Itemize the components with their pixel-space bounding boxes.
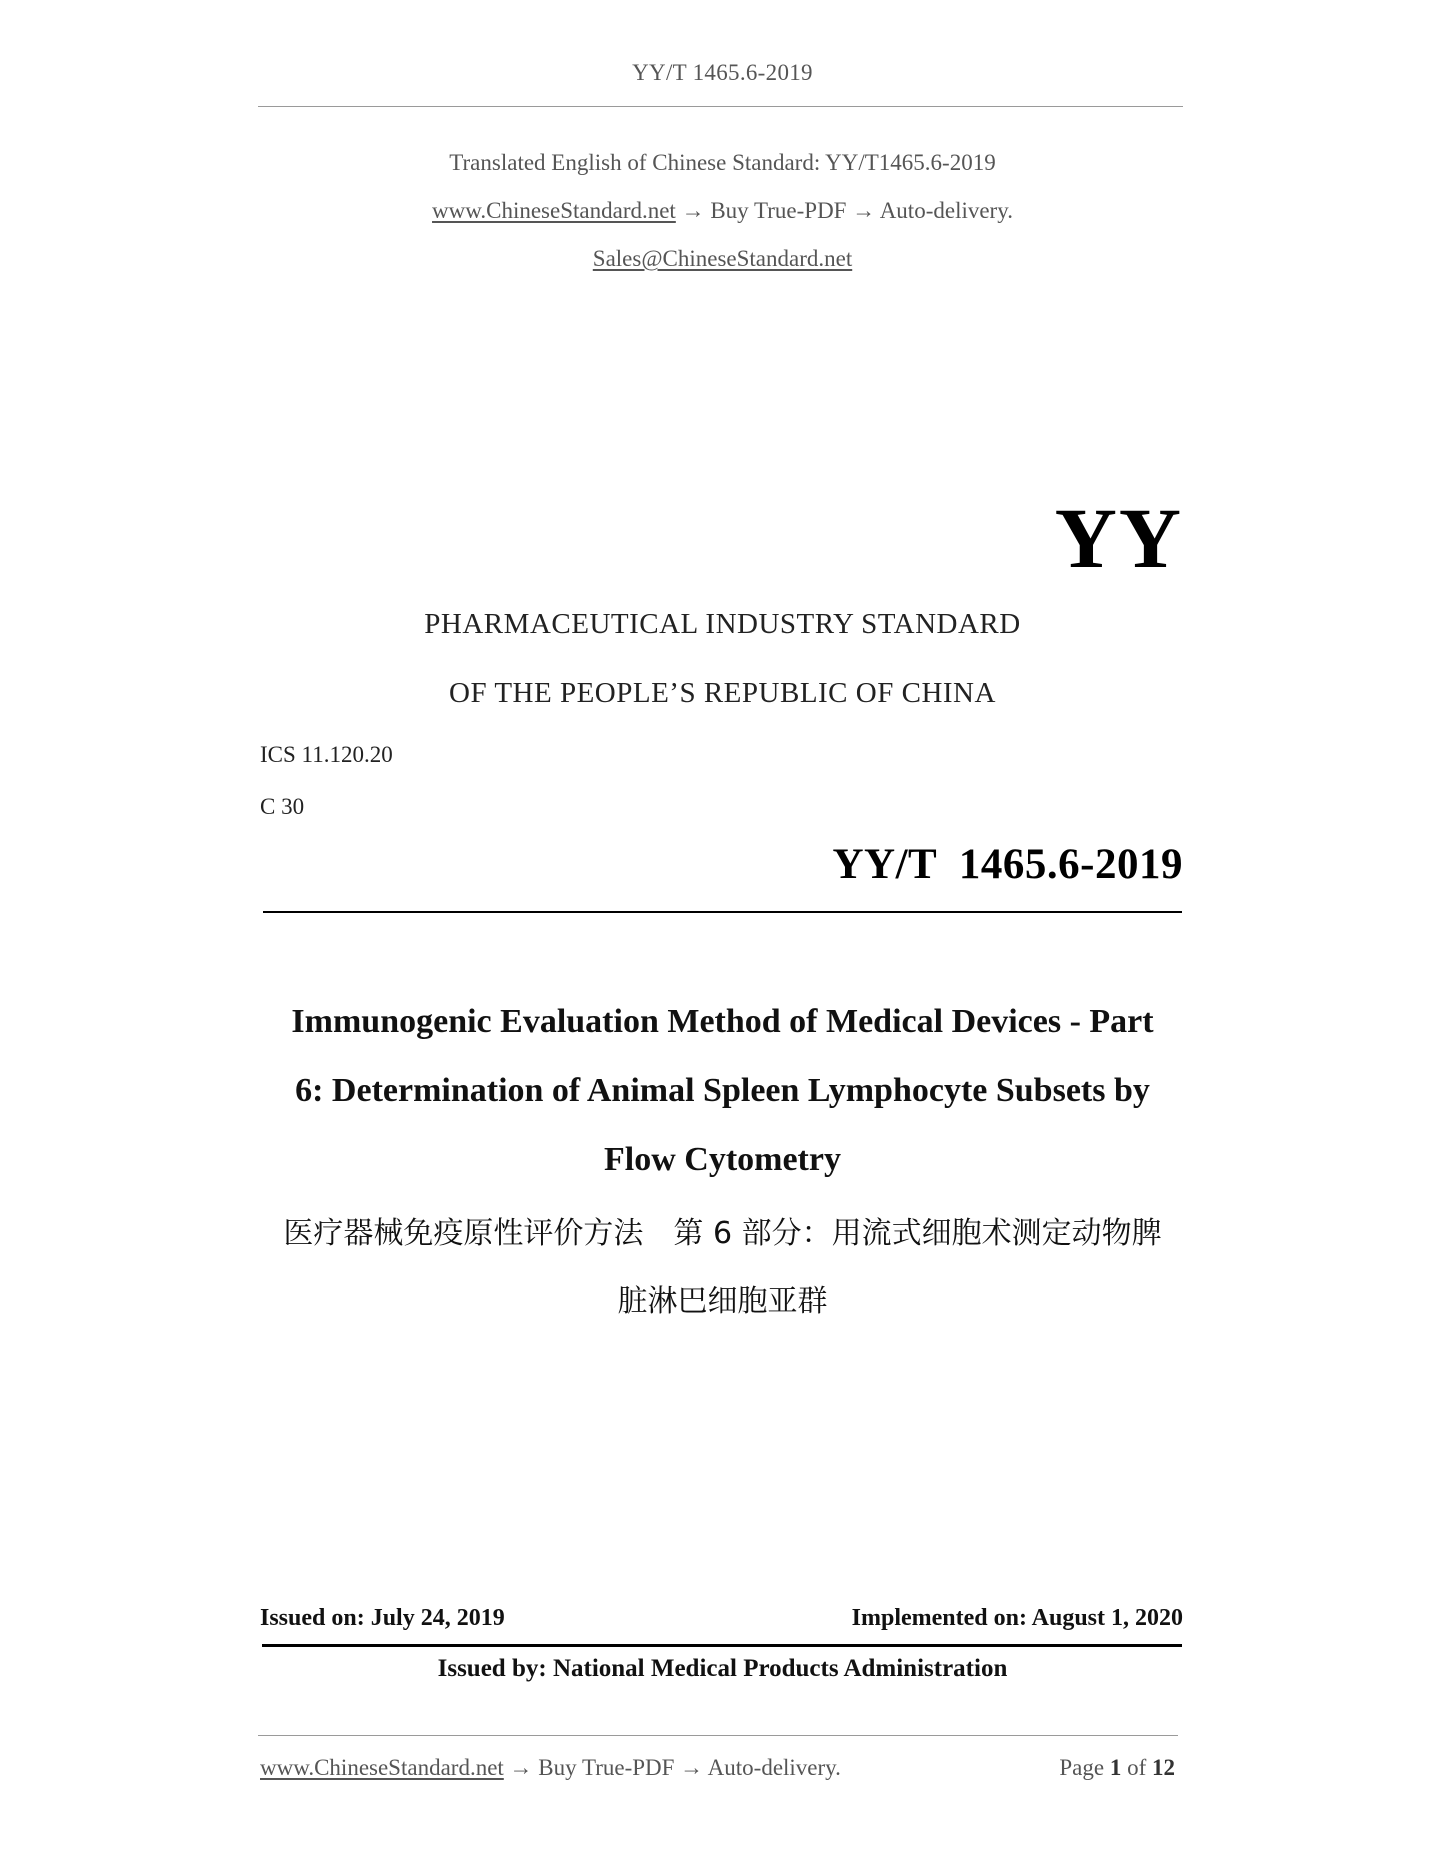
issued-on-date: Issued on: July 24, 2019	[260, 1605, 505, 1631]
email-link[interactable]: Sales@ChineseStandard.net	[592, 246, 853, 271]
site-link[interactable]: www.ChineseStandard.net	[432, 198, 676, 223]
purchase-line	[0, 198, 1445, 224]
standard-number: YY/T 1465.6-2019	[832, 841, 1183, 888]
yy-standard-mark: YY	[1054, 490, 1183, 586]
email-line	[0, 246, 1445, 272]
page-label: Page	[1059, 1755, 1105, 1780]
footer-divider	[258, 1735, 1178, 1736]
chinese-title-line-2: 脏淋巴细胞亚群	[617, 1284, 828, 1319]
english-title-line-1: Immunogenic Evaluation Method of Medical Devices - Part	[291, 1003, 1154, 1040]
page-total: 12	[1152, 1755, 1175, 1780]
standard-type-line-2: OF THE PEOPLE’S REPUBLIC OF CHINA	[449, 677, 996, 709]
implemented-on-date: Implemented on: August 1, 2020	[851, 1605, 1183, 1631]
english-title-line-3: Flow Cytometry	[604, 1141, 841, 1178]
header-divider	[258, 106, 1183, 107]
ccs-code: C 30	[260, 794, 305, 819]
standard-number-divider	[263, 911, 1182, 913]
footer-purchase-text: → Buy True-PDF → Auto-delivery.	[509, 1755, 841, 1780]
page-number: 1	[1109, 1755, 1122, 1780]
issue-dates-divider	[262, 1644, 1182, 1647]
issuing-authority: Issued by: National Medical Products Administration	[437, 1655, 1008, 1682]
ics-code: ICS 11.120.20	[260, 742, 393, 767]
english-title-line-2: 6: Determination of Animal Spleen Lymphocyte Subsets by	[295, 1072, 1150, 1109]
footer-purchase-line	[260, 1755, 841, 1781]
translation-notice: Translated English of Chinese Standard: YY/T1465.6-2019	[449, 150, 996, 175]
of-label: of	[1127, 1755, 1147, 1780]
standard-type-line-1: PHARMACEUTICAL INDUSTRY STANDARD	[424, 608, 1021, 640]
footer-site-link[interactable]: www.ChineseStandard.net	[260, 1755, 504, 1780]
running-head: YY/T 1465.6-2019	[632, 60, 813, 85]
page-indicator	[1059, 1755, 1175, 1781]
purchase-text: → Buy True-PDF → Auto-delivery.	[681, 198, 1013, 223]
chinese-title-line-1: 医疗器械免疫原性评价方法 第 6 部分：用流式细胞术测定动物脾	[283, 1216, 1162, 1251]
